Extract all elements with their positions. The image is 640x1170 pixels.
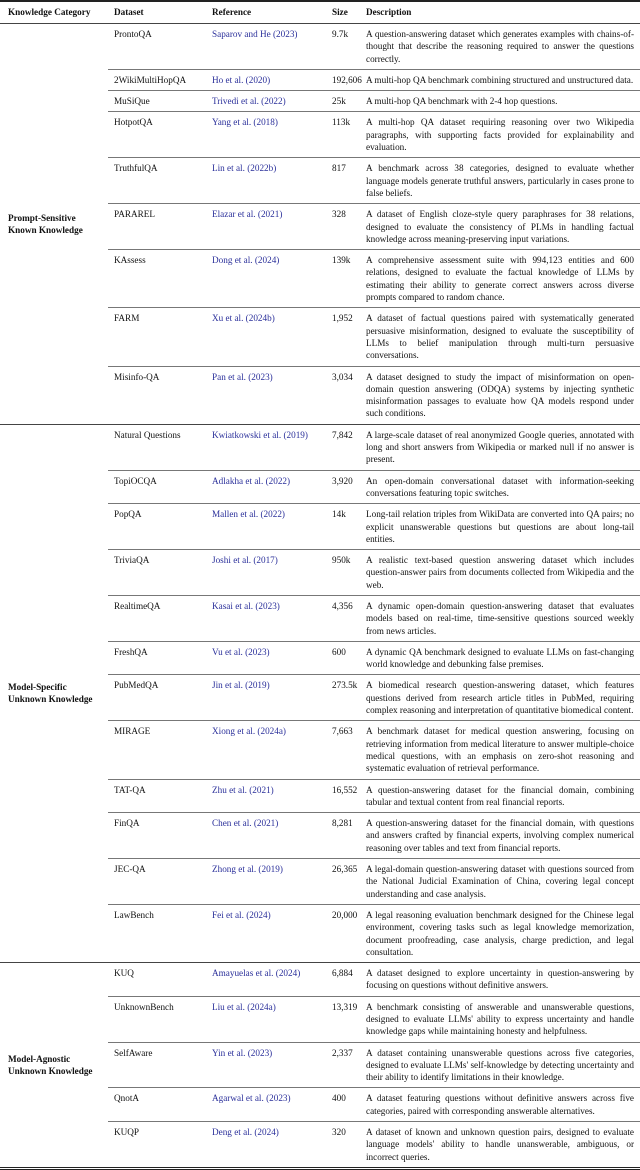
- reference-link[interactable]: Ho et al. (2020): [206, 69, 326, 90]
- reference-link[interactable]: Zhu et al. (2021): [206, 779, 326, 813]
- dataset-size: 20,000: [326, 904, 360, 962]
- dataset-description: A multi-hop QA dataset requiring reasoning over two Wikipedia paragraphs, with supporting facts provided for explainability and evaluation.: [360, 112, 640, 158]
- dataset-name: JEC-QA: [108, 859, 206, 905]
- category-line-1: Prompt-Sensitive: [8, 212, 76, 223]
- header-knowledge-category: Knowledge Category: [8, 7, 91, 18]
- dataset-size: 817: [326, 158, 360, 204]
- dataset-size: 7,842: [326, 424, 360, 470]
- dataset-size: 3,920: [326, 470, 360, 504]
- reference-link[interactable]: Elazar et al. (2021): [206, 204, 326, 250]
- dataset-description: A multi-hop QA benchmark with 2-4 hop questions.: [360, 91, 640, 112]
- dataset-name: MIRAGE: [108, 721, 206, 779]
- dataset-description: An open-domain conversational dataset with information-seeking conversations featuring topic switches.: [360, 470, 640, 504]
- dataset-description: A dataset featuring questions without definitive answers across five categories, paired with corresponding answerable alternatives.: [360, 1088, 640, 1122]
- group-prompt-sensitive: [0, 24, 640, 425]
- reference-link[interactable]: Saparov and He (2023): [206, 24, 326, 70]
- dataset-name: FinQA: [108, 813, 206, 859]
- dataset-description: A benchmark consisting of answerable and unanswerable questions, designed to evaluate LLMs' ability to express uncertainty and handle knowledge gaps while maintaining honesty and helpfulness.: [360, 996, 640, 1042]
- dataset-description: A legal-domain question-answering dataset with questions sourced from the National Judicial Examination of China, covering legal concept understanding and case analysis.: [360, 859, 640, 905]
- dataset-size: 328: [326, 204, 360, 250]
- knowledge-category-cell: [0, 963, 108, 1169]
- reference-link[interactable]: Adlakha et al. (2022): [206, 470, 326, 504]
- dataset-description: A large-scale dataset of real anonymized Google queries, annotated with long and short answers from Wikipedia or marked null if no answer is present.: [360, 424, 640, 470]
- group-model-specific: [0, 424, 640, 962]
- header-dataset: Dataset: [114, 7, 144, 18]
- dataset-name: Misinfo-QA: [108, 366, 206, 424]
- dataset-size: 6,884: [326, 963, 360, 997]
- dataset-description: A legal reasoning evaluation benchmark designed for the Chinese legal environment, covering tasks such as legal knowledge memorization, document proofreading, case analysis, charge prediction, and legal consultation.: [360, 904, 640, 962]
- dataset-name: UnknownBench: [108, 996, 206, 1042]
- dataset-description: A dataset designed to study the impact of misinformation on open-domain question answering (ODQA) systems by injecting synthetic misinformation passages to evaluate how QA models respond under such conditions.: [360, 366, 640, 424]
- dataset-description: Long-tail relation triples from WikiData are converted into QA pairs; no explicit unanswerable questions but questions are about long-tail entities.: [360, 504, 640, 550]
- dataset-description: A question-answering dataset which generates examples with chains-of-thought that describe the reasoning required to answer the questions correctly.: [360, 24, 640, 70]
- dataset-name: TAT-QA: [108, 779, 206, 813]
- dataset-name: RealtimeQA: [108, 595, 206, 641]
- dataset-name: TruthfulQA: [108, 158, 206, 204]
- dataset-name: PARAREL: [108, 204, 206, 250]
- dataset-size: 4,356: [326, 595, 360, 641]
- dataset-size: 1,952: [326, 308, 360, 366]
- reference-link[interactable]: Liu et al. (2024a): [206, 996, 326, 1042]
- dataset-name: FreshQA: [108, 641, 206, 675]
- table-row: [0, 24, 640, 70]
- reference-link[interactable]: Trivedi et al. (2022): [206, 91, 326, 112]
- dataset-description: A question-answering dataset for the financial domain, combining tabular and textual content from real financial reports.: [360, 779, 640, 813]
- dataset-size: 2,337: [326, 1042, 360, 1088]
- dataset-description: A dynamic open-domain question-answering dataset that evaluates models based on real-time, time-sensitive questions sourced weekly from news articles.: [360, 595, 640, 641]
- reference-link[interactable]: Joshi et al. (2017): [206, 550, 326, 596]
- dataset-name: MuSiQue: [108, 91, 206, 112]
- table-row: [0, 963, 640, 997]
- dataset-name: KUQP: [108, 1122, 206, 1169]
- dataset-size: 139k: [326, 250, 360, 308]
- dataset-description: A dynamic QA benchmark designed to evaluate LLMs on fast-changing world knowledge and debunking false premises.: [360, 641, 640, 675]
- dataset-description: A dataset designed to explore uncertainty in question-answering by focusing on questions without definitive answers.: [360, 963, 640, 997]
- reference-link[interactable]: Kasai et al. (2023): [206, 595, 326, 641]
- dataset-size: 9.7k: [326, 24, 360, 70]
- category-line-1: Model-Specific: [8, 682, 67, 693]
- dataset-name: TopiOCQA: [108, 470, 206, 504]
- reference-link[interactable]: Agarwal et al. (2023): [206, 1088, 326, 1122]
- reference-link[interactable]: Yang et al. (2018): [206, 112, 326, 158]
- dataset-description: A dataset containing unanswerable questions across five categories, designed to evaluate LLMs' self-knowledge by detecting uncertainty and their ability to identify limitations in their knowledge.: [360, 1042, 640, 1088]
- dataset-name: Natural Questions: [108, 424, 206, 470]
- reference-link[interactable]: Kwiatkowski et al. (2019): [206, 424, 326, 470]
- dataset-size: 3,034: [326, 366, 360, 424]
- reference-link[interactable]: Yin et al. (2023): [206, 1042, 326, 1088]
- dataset-name: PubMedQA: [108, 675, 206, 721]
- knowledge-category-cell: [0, 24, 108, 425]
- dataset-size: 13,319: [326, 996, 360, 1042]
- reference-link[interactable]: Amayuelas et al. (2024): [206, 963, 326, 997]
- dataset-size: 273.5k: [326, 675, 360, 721]
- table-header-row: [0, 1, 640, 24]
- dataset-description: A comprehensive assessment suite with 994,123 entities and 600 relations, designed to evaluate the factual knowledge of LLMs by estimating their ability to generate correct answers across diverse prompts compared to random chance.: [360, 250, 640, 308]
- dataset-description: A benchmark across 38 categories, designed to evaluate whether language models generate truthful answers, particularly in cases prone to false beliefs.: [360, 158, 640, 204]
- dataset-description: A biomedical research question-answering dataset, which features questions derived from research article titles in PubMed, requiring complex reasoning and interpretation of quantitative biomedical content.: [360, 675, 640, 721]
- category-line-2: Unknown Knowledge: [8, 1066, 93, 1077]
- dataset-name: ProntoQA: [108, 24, 206, 70]
- reference-link[interactable]: Chen et al. (2021): [206, 813, 326, 859]
- dataset-name: QnotA: [108, 1088, 206, 1122]
- category-line-1: Model-Agnostic: [8, 1054, 71, 1065]
- dataset-size: 26,365: [326, 859, 360, 905]
- dataset-name: KUQ: [108, 963, 206, 997]
- dataset-name: KAssess: [108, 250, 206, 308]
- dataset-size: 7,663: [326, 721, 360, 779]
- category-line-2: Known Knowledge: [8, 224, 83, 235]
- reference-link[interactable]: Jin et al. (2019): [206, 675, 326, 721]
- dataset-name: TriviaQA: [108, 550, 206, 596]
- reference-link[interactable]: Pan et al. (2023): [206, 366, 326, 424]
- reference-link[interactable]: Xu et al. (2024b): [206, 308, 326, 366]
- header-description: Description: [366, 7, 412, 18]
- dataset-description: A benchmark dataset for medical question answering, focusing on retrieving information from medical literature to answer multiple-choice medical questions, with an emphasis on zero-shot reasoning and systematic evaluation of retrieval performance.: [360, 721, 640, 779]
- dataset-size: 25k: [326, 91, 360, 112]
- dataset-name: LawBench: [108, 904, 206, 962]
- dataset-description: A dataset of factual questions paired with systematically generated persuasive misinformation, designed to evaluate the susceptibility of LLMs to belief manipulation through multi-turn persuasive conversations.: [360, 308, 640, 366]
- dataset-name: PopQA: [108, 504, 206, 550]
- dataset-name: HotpotQA: [108, 112, 206, 158]
- reference-link[interactable]: Mallen et al. (2022): [206, 504, 326, 550]
- dataset-size: 8,281: [326, 813, 360, 859]
- reference-link[interactable]: Fei et al. (2024): [206, 904, 326, 962]
- dataset-size: 16,552: [326, 779, 360, 813]
- group-model-agnostic: [0, 963, 640, 1169]
- reference-link[interactable]: Xiong et al. (2024a): [206, 721, 326, 779]
- dataset-size: 14k: [326, 504, 360, 550]
- header-size: Size: [332, 7, 348, 18]
- category-line-2: Unknown Knowledge: [8, 694, 93, 705]
- dataset-size: 320: [326, 1122, 360, 1169]
- dataset-description: A multi-hop QA benchmark combining structured and unstructured data.: [360, 69, 640, 90]
- reference-link[interactable]: Deng et al. (2024): [206, 1122, 326, 1169]
- reference-link[interactable]: Lin et al. (2022b): [206, 158, 326, 204]
- dataset-size: 950k: [326, 550, 360, 596]
- dataset-size: 400: [326, 1088, 360, 1122]
- dataset-name: SelfAware: [108, 1042, 206, 1088]
- dataset-name: 2WikiMultiHopQA: [108, 69, 206, 90]
- dataset-description: A realistic text-based question answering dataset which includes question-answer pairs from documents collected from Wikipedia and the web.: [360, 550, 640, 596]
- header-reference: Reference: [212, 7, 252, 18]
- dataset-size: 192,606: [326, 69, 360, 90]
- dataset-description: A dataset of English cloze-style query paraphrases for 38 relations, designed to evaluate the consistency of PLMs in handling factual knowledge across meaning-preserving input variations.: [360, 204, 640, 250]
- reference-link[interactable]: Vu et al. (2023): [206, 641, 326, 675]
- reference-link[interactable]: Dong et al. (2024): [206, 250, 326, 308]
- dataset-size: 113k: [326, 112, 360, 158]
- dataset-size: 600: [326, 641, 360, 675]
- dataset-description: A question-answering dataset for the financial domain, with questions and answers crafted by financial experts, involving complex numerical reasoning over tables and text from financial reports.: [360, 813, 640, 859]
- table-row: [0, 424, 640, 470]
- reference-link[interactable]: Zhong et al. (2019): [206, 859, 326, 905]
- knowledge-category-cell: [0, 424, 108, 962]
- dataset-description: A dataset of known and unknown question pairs, designed to evaluate language models' ability to handle unanswerable, ambiguous, or incorrect queries.: [360, 1122, 640, 1169]
- dataset-name: FARM: [108, 308, 206, 366]
